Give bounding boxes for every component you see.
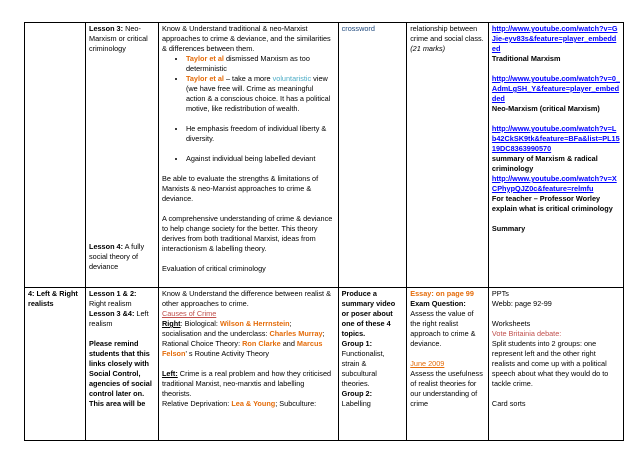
bullet-4: • Against individual being labelled deviant xyxy=(186,154,335,164)
table-row xyxy=(25,23,624,288)
teacher-reminder: Please remind students that this links closely with Social Control, agencies of social control later on. This area will be xyxy=(88,339,152,408)
table-row xyxy=(25,288,624,441)
youtube-link-4[interactable]: http://www.youtube.com/watch?v=XCPhypQJZ0c&feature=relmfu xyxy=(491,174,617,193)
youtube-link-2[interactable]: http://www.youtube.com/watch?v=0_AdmLgSH_Y&feature=player_embedded xyxy=(491,74,620,103)
resources-cell: http://www.youtube.com/watch?v=GJie-eyv83s&feature=player_embedded Traditional Marxism http://www.youtube.com/watch?v=0_AdmLgSH_Y&feature=player_embedded Neo-Marxism (critical Marxism) http://www.youtube.com/watch?v=Lb42CkSK9tk&feature=BFa&list=PL1519DC8363990570 summary of Marxism & radical criminology http://www.youtube.com/watch?v=XCPhypQJZ0c&feature=relmfu For teacher – Professor Worley explain what is critical criminology Summary xyxy=(488,23,623,288)
evaluation-text: Evaluation of critical criminology xyxy=(161,264,266,273)
topic-cell xyxy=(25,23,86,288)
activity-cell: Produce a summary video or poser about one of these 4 topics. Group 1: Functionalist, strain & subcultural theories. Group 2: Labelling xyxy=(338,288,407,441)
assessment-cell: Essay: on page 99 Exam Question: Assess the value of the right realist approach to crime & deviance. June 2009 Assess the usefulness of realist theories for our understanding of crime xyxy=(407,288,489,441)
bullet-2: • Taylor et al – take a more voluntaristic view (we have free will. Crime as meaningful action & a conscious choice. It has a political motive, like redistribution of wealth. xyxy=(186,74,335,114)
content-intro: Know & Understand traditional & neo-Marxist approaches to crime & deviance, and the similarities & differences between them. xyxy=(161,24,331,53)
assessment-cell: relationship between crime and social class. (21 marks) xyxy=(407,23,489,288)
lessons-cell: Lesson 1 & 2: Right realism Lesson 3 &4: Left realism Please remind students that this links closely with Social Control, agencies of social control later on. This area will be xyxy=(85,288,158,441)
youtube-link-1[interactable]: http://www.youtube.com/watch?v=GJie-eyv83s&feature=player_embedded xyxy=(491,24,618,53)
lesson-3: Lesson 3: Neo-Marxism or critical criminology xyxy=(88,24,148,53)
youtube-link-3[interactable]: http://www.youtube.com/watch?v=Lb42CkSK9tk&feature=BFa&list=PL1519DC8363990570 xyxy=(491,124,620,153)
resources-cell: PPTs Webb: page 92-99 Worksheets Vote Britainia debate: Split students into 2 groups: one represent left and the other right realists and come up with a political speech about what they would do to tackle crime. Card sorts xyxy=(488,288,623,441)
bullet-3: • He emphasis freedom of individual liberty & diversity. xyxy=(186,124,335,144)
content-cell xyxy=(158,23,338,288)
causes-heading: Causes of Crime xyxy=(161,309,217,318)
marks: (21 marks) xyxy=(410,44,446,53)
lessons-cell xyxy=(85,23,158,288)
lesson-4: Lesson 4: A fully social theory of deviance xyxy=(88,242,145,271)
topic-cell: 4: Left & Right realists xyxy=(25,288,86,441)
evaluate-text: Be able to evaluate the strengths & limitations of Marxists & neo-Marxist approaches to crime & deviance. xyxy=(161,174,319,203)
comprehensive-text: A comprehensive understanding of crime & deviance to help change society for the better. This theory derives from both traditional Marxist, ideas from interactionism & labelling theory. xyxy=(161,214,333,253)
content-cell: Know & Understand the difference between realist & other approaches to crime. Causes of Crime Right: Biological: Wilson & Herrnstein; socialisation and the underclass: Charles Murray; Rational Choice Theory: Ron Clarke and Marcus Felson' s Routine Activity Theory Left: Crime is a real problem and how they criticised traditional Marxist, neo-marxtis and labelling theorists. Relative Deprivation: Lea & Young; Subculture: xyxy=(158,288,338,441)
essay-reference: Essay: on page 99 xyxy=(410,289,474,298)
scheme-of-work-table xyxy=(24,22,624,441)
activity-cell: crossword xyxy=(338,23,407,288)
bullet-1: • Taylor et al dismissed Marxism as too deterministic xyxy=(186,54,335,74)
